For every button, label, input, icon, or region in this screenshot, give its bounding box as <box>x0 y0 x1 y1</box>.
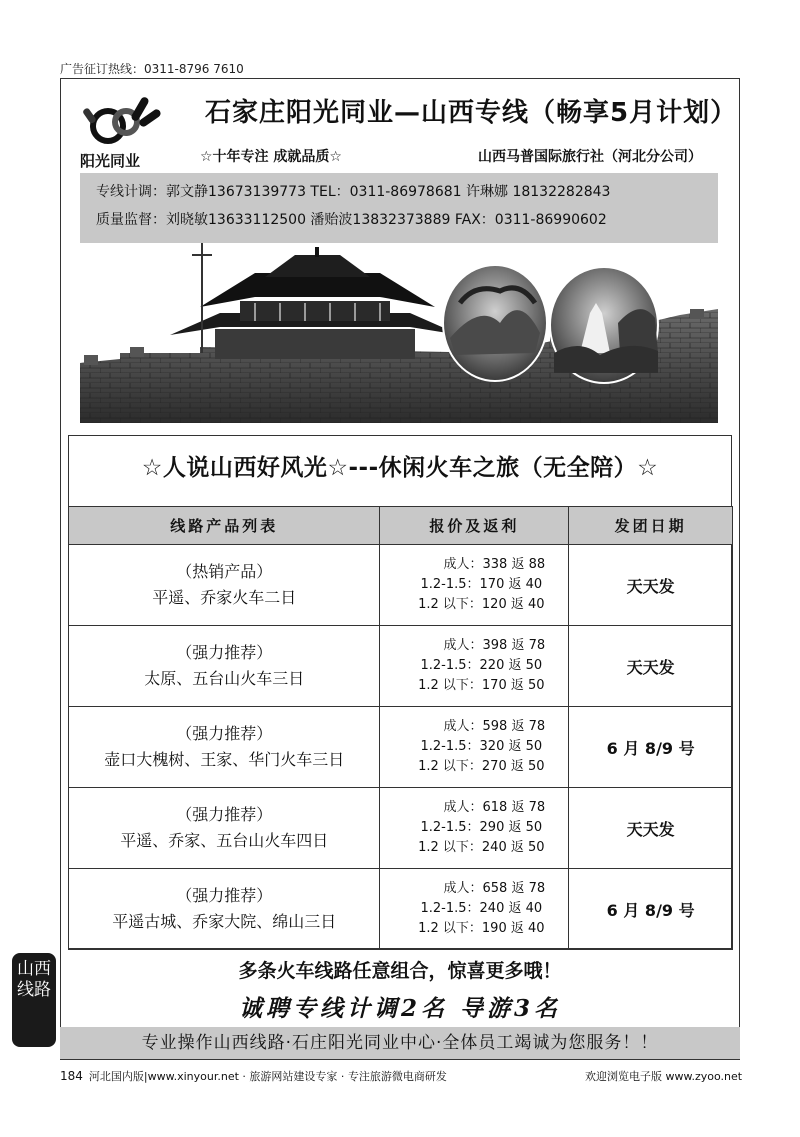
price-adult: 成人：398 返 78 <box>443 638 546 653</box>
product-tag: （强力推荐） <box>176 805 273 824</box>
departure-date: 6 月 8/9 号 <box>569 869 733 950</box>
side-tab-line-1: 山西 <box>17 959 51 979</box>
product-name: 平遥古城、乔家大院、绵山三日 <box>112 912 337 931</box>
table-row <box>69 545 733 626</box>
departure-date: 天天发 <box>569 545 733 626</box>
header-price: 报价及返利 <box>380 507 569 545</box>
header-departure: 发团日期 <box>569 507 733 545</box>
route-headline: ☆人说山西好风光☆---休闲火车之旅（无全陪）☆ <box>141 455 659 481</box>
header-product-list: 线路产品列表 <box>69 507 380 545</box>
product-cell <box>69 788 380 869</box>
product-name: 太原、五台山火车三日 <box>144 669 305 688</box>
product-tag: （强力推荐） <box>176 886 273 905</box>
price-adult: 成人：598 返 78 <box>443 719 546 734</box>
contact-box <box>80 173 718 243</box>
price-adult: 成人：618 返 78 <box>443 800 546 815</box>
price-cell <box>380 545 569 626</box>
price-child: 1.2-1.5：220 返 50 <box>420 658 543 673</box>
footer-left-text: 河北国内版|www.xinyour.net · 旅游网站建设专家 · 专注旅游微电商研发 <box>88 1070 447 1083</box>
price-child: 1.2-1.5：240 返 40 <box>420 901 543 916</box>
shanxi-banner-image <box>80 243 718 423</box>
promo-text: 多条火车线路任意组合，惊喜更多哦！ <box>238 960 562 982</box>
service-banner: 专业操作山西线路·石庄阳光同业中心·全体员工竭诚为您服务！！ <box>60 1027 740 1059</box>
table-row <box>69 707 733 788</box>
price-infant: 1.2 以下：120 返 40 <box>418 597 545 612</box>
logo-text: 阳光同业 <box>80 152 141 170</box>
contact-line-2: 质量监督：刘晓敏13633112500 潘贻波13832373889 FAX：0311-86990602 <box>96 212 607 228</box>
price-cell <box>380 707 569 788</box>
departure-date: 6 月 8/9 号 <box>569 707 733 788</box>
side-tab-line-2: 线路 <box>17 980 51 1000</box>
product-tag: （强力推荐） <box>176 643 273 662</box>
price-child: 1.2-1.5：290 返 50 <box>420 820 543 835</box>
contact-line-1: 专线计调：郭文静13673139773 TEL：0311-86978681 许琳娜 18132282843 <box>96 184 611 200</box>
recruit-text: 诚聘专线计调2名 导游3名 <box>238 995 561 1022</box>
price-cell <box>380 869 569 950</box>
table-row <box>69 869 733 950</box>
price-child: 1.2-1.5：170 返 40 <box>420 577 543 592</box>
table-header-row <box>69 507 733 545</box>
product-cell <box>69 869 380 950</box>
slogan: ☆十年专注 成就品质☆ <box>200 149 342 165</box>
agency-name: 山西马普国际旅行社（河北分公司） <box>478 149 702 165</box>
product-cell <box>69 626 380 707</box>
price-infant: 1.2 以下：170 返 50 <box>418 678 545 693</box>
product-cell <box>69 545 380 626</box>
departure-date: 天天发 <box>569 788 733 869</box>
footer-left <box>60 1068 447 1084</box>
price-cell <box>380 788 569 869</box>
price-infant: 1.2 以下：240 返 50 <box>418 840 545 855</box>
price-child: 1.2-1.5：320 返 50 <box>420 739 543 754</box>
side-tab-shanxi-routes <box>12 953 56 1047</box>
page-number: 184 <box>60 1069 83 1083</box>
departure-date: 天天发 <box>569 626 733 707</box>
product-name: 壶口大槐树、王家、华门火车三日 <box>104 750 345 769</box>
product-name: 平遥、乔家火车二日 <box>152 588 297 607</box>
ad-hotline: 广告征订热线：0311-8796 7610 <box>60 62 244 76</box>
footer-right: 欢迎浏览电子版 www.zyoo.net <box>585 1070 743 1083</box>
price-cell <box>380 626 569 707</box>
product-tag: （热销产品） <box>176 562 273 581</box>
table-row <box>69 788 733 869</box>
price-adult: 成人：658 返 78 <box>443 881 546 896</box>
route-table <box>68 506 733 950</box>
price-infant: 1.2 以下：270 返 50 <box>418 759 545 774</box>
product-tag: （强力推荐） <box>176 724 273 743</box>
product-name: 平遥、乔家、五台山火车四日 <box>120 831 329 850</box>
price-adult: 成人：338 返 88 <box>443 557 546 572</box>
table-row <box>69 626 733 707</box>
product-cell <box>69 707 380 788</box>
page-title: 石家庄阳光同业—山西专线（畅享5月计划） <box>205 98 738 128</box>
price-infant: 1.2 以下：190 返 40 <box>418 921 545 936</box>
